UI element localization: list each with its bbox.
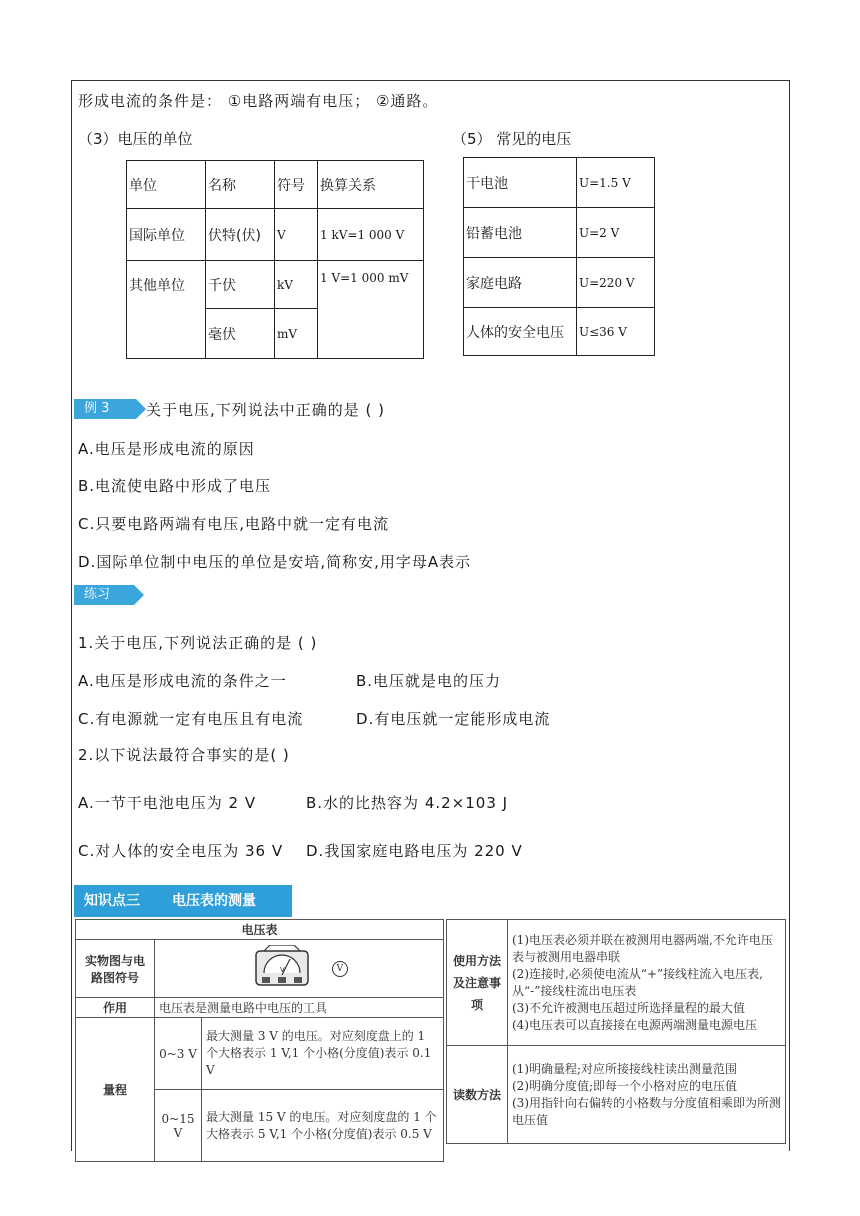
practice-q1-option-a: A.电压是形成电流的条件之一 [78,672,287,690]
range-2: 0~15 V [155,1090,202,1162]
units-table [126,160,424,359]
common-row-name: 铅蓄电池 [464,208,577,258]
units-header-name: 名称 [206,161,275,209]
practice-q2-option-c: C.对人体的安全电压为 36 V [78,842,284,860]
common-section-title: （5） 常见的电压 [452,130,572,148]
knowledge-point-title: 电压表的测量 [172,893,256,909]
units-si-symbol: V [275,209,318,261]
units-header-symbol: 符号 [275,161,318,209]
common-voltage-table [463,157,655,356]
usage-item: (4)电压表可以直接接在电源两端测量电源电压 [512,1017,757,1032]
units-section-title: （3）电压的单位 [78,130,193,148]
example-3-question: 关于电压,下列说法中正确的是 ( ) [146,401,386,419]
reading-label: 读数方法 [447,1046,508,1144]
units-mv-name: 毫伏 [206,309,275,359]
practice-q1: 1.关于电压,下列说法正确的是 ( ) [78,634,318,652]
range-label: 量程 [76,1018,155,1162]
usage-label: 使用方法及注意事项 [447,920,508,1046]
practice-tag: 练习 [74,585,134,605]
voltmeter-icon [250,945,314,992]
range-1: 0~3 V [155,1018,202,1090]
voltmeter-photo-cell [155,940,444,998]
range-1-text: 最大测量 3 V 的电压。对应刻度盘上的 1 个大格表示 1 V,1 个小格(分度值)表示 0.1 V [202,1018,444,1090]
practice-q1-option-b: B.电压就是电的压力 [356,672,502,690]
knowledge-point-banner [74,885,292,917]
units-header-relation: 换算关系 [318,161,424,209]
units-header-unit: 单位 [127,161,206,209]
usage-item: (1)电压表必须并联在被测用电器两端,不允许电压表与被测用电器串联 [512,932,773,964]
units-si-relation: 1 kV=1 000 V [318,209,424,261]
reading-item: (2)明确分度值;即每一个小格对应的电压值 [512,1078,738,1093]
common-row-value: U≤36 V [577,308,655,356]
photo-label: 实物图与电路图符号 [76,940,155,998]
voltmeter-table-header: 电压表 [76,920,444,940]
range-2-text: 最大测量 15 V 的电压。对应刻度盘的 1 个大格表示 5 V,1 个小格(分度值)表示 0.5 V [202,1090,444,1162]
common-row-value: U=2 V [577,208,655,258]
reading-item: (3)用指针向右偏转的小格数与分度值相乘即为所测电压值 [512,1095,781,1127]
practice-q2: 2.以下说法最符合事实的是( ) [78,746,290,764]
units-mv-symbol: mV [275,309,318,359]
units-si-unit: 国际单位 [127,209,206,261]
intro-text: 形成电流的条件是： ①电路两端有电压； ②通路。 [78,92,439,110]
units-si-name: 伏特(伏) [206,209,275,261]
function-text: 电压表是测量电路中电压的工具 [155,998,444,1018]
example-3-option-b: B.电流使电路中形成了电压 [78,477,272,495]
units-kv-name: 千伏 [206,261,275,309]
example-3-tag: 例 3 [74,399,136,419]
common-row-name: 干电池 [464,158,577,208]
practice-q2-option-a: A.一节干电池电压为 2 V [78,794,257,812]
practice-q1-option-c: C.有电源就一定有电压且有电流 [78,710,304,728]
practice-q2-option-d: D.我国家庭电路电压为 220 V [306,842,523,860]
common-row-name: 家庭电路 [464,258,577,308]
reading-item: (1)明确量程;对应所接接线柱读出测量范围 [512,1061,738,1076]
common-row-value: U=220 V [577,258,655,308]
common-row-value: U=1.5 V [577,158,655,208]
example-3-option-c: C.只要电路两端有电压,电路中就一定有电流 [78,515,390,533]
voltmeter-circuit-symbol: V [332,961,348,977]
usage-item: (2)连接时,必须使电流从“+”接线柱流入电压表,从“-”接线柱流出电压表 [512,966,763,998]
units-other-unit: 其他单位 [127,261,206,359]
units-relation-2: 1 V=1 000 mV [318,261,424,359]
common-row-name: 人体的安全电压 [464,308,577,356]
example-3-option-d: D.国际单位制中电压的单位是安培,简称安,用字母A表示 [78,553,472,571]
practice-q1-option-d: D.有电压就一定能形成电流 [356,710,551,728]
svg-text:V: V [280,966,285,974]
voltmeter-table [75,919,444,1162]
practice-q2-option-b: B.水的比热容为 4.2×103 J [306,794,509,812]
units-kv-symbol: kV [275,261,318,309]
knowledge-point-label: 知识点三 [84,893,140,909]
usage-table [446,919,786,1144]
function-label: 作用 [76,998,155,1018]
reading-items-cell [508,1046,786,1144]
usage-item: (3)不允许被测电压超过所选择量程的最大值 [512,1000,745,1015]
example-3-option-a: A.电压是形成电流的原因 [78,440,255,458]
usage-items-cell [508,920,786,1046]
